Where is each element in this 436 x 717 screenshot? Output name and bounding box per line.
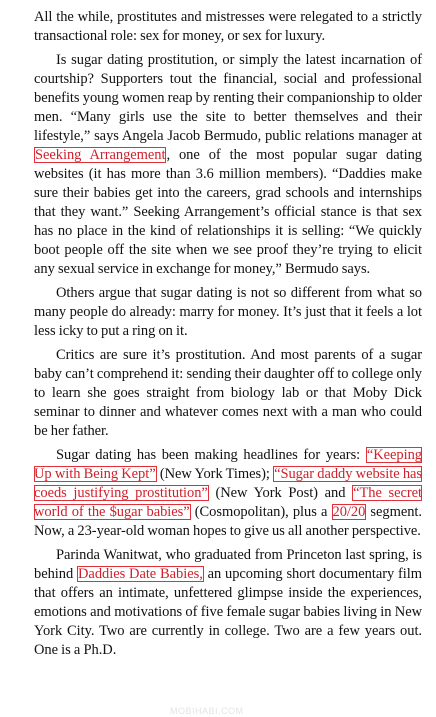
paragraph-text: (New York Post) and	[208, 485, 353, 501]
paragraph-text: All the while, prostitutes and mistresses were relegated to a strictly transactional role: sex for money, or sex for luxury.	[34, 9, 422, 44]
article-paragraph	[0, 446, 436, 541]
link-secret-world-sugar-babies[interactable]: “The secret world of the $ugar babies”	[34, 485, 423, 520]
article-paragraph	[0, 546, 436, 660]
watermark: MOBIHABI.COM	[170, 706, 244, 716]
article-paragraph	[0, 284, 436, 341]
paragraph-text: segment. Now, a 23-year-old woman hopes to give us all another perspective.	[34, 504, 422, 539]
paragraph-text: an upcoming short documentary film that offers an intimate, unfettered glimpse inside the experiences, emotions and motivations of five female sugar babies living in New York City. Two are currently in college. Two are a few years out. One is a Ph.D.	[34, 566, 422, 658]
paragraph-text: , one of the most popular sugar dating websites (it has more than 3.6 million members). “Daddies make sure their babies get into the careers, grad schools and internships that they want.” Seeking Arrangement’s official stance is that sex has no place in the kind of relationships it is selling: “We quickly boot people off the site when we see proof they’re trying to elicit any sexual service in exchange for money,” Bermudo says.	[34, 147, 422, 277]
link-daddies-date-babies[interactable]: Daddies Date Babies,	[78, 566, 203, 582]
article-paragraph	[0, 51, 436, 279]
paragraph-text: (New York Times);	[156, 466, 274, 482]
article-paragraph	[0, 0, 436, 46]
article-paragraph	[0, 346, 436, 441]
link-20-20[interactable]: 20/20	[332, 504, 366, 520]
paragraph-text: Others argue that sugar dating is not so different from what so many people do already: marry for money. It’s just that it feels a lot less icky to put a ring on it.	[34, 285, 422, 339]
link-seeking-arrangement[interactable]: Seeking Arrangement	[35, 147, 166, 163]
paragraph-text: Sugar dating has been making headlines for years:	[56, 447, 366, 463]
link-keeping-up-with-being-kept[interactable]: “Keeping Up with Being Kept”	[34, 447, 422, 482]
link-sugar-daddy-website[interactable]: “Sugar daddy website has coeds justifying prostitution”	[34, 466, 422, 501]
paragraph-text: (Cosmopolitan), plus a	[190, 504, 332, 520]
paragraph-text: Critics are sure it’s prostitution. And most parents of a sugar baby can’t comprehend it: sending their daughter off to college only to learn she goes straight from biology lab or that Moby Dick seminar to dinner and whatever comes next with a man who could be her father.	[34, 347, 422, 439]
paragraph-text: Is sugar dating prostitution, or simply the latest incarnation of courtship? Supporters tout the financial, social and professional benefits young women reap by renting their companionship to older men. “Many girls use the site to better themselves and their lifestyle,” says Angela Jacob Bermudo, public relations manager at	[34, 52, 422, 144]
paragraph-text: Parinda Wanitwat, who graduated from Princeton last spring, is behind	[34, 547, 422, 582]
